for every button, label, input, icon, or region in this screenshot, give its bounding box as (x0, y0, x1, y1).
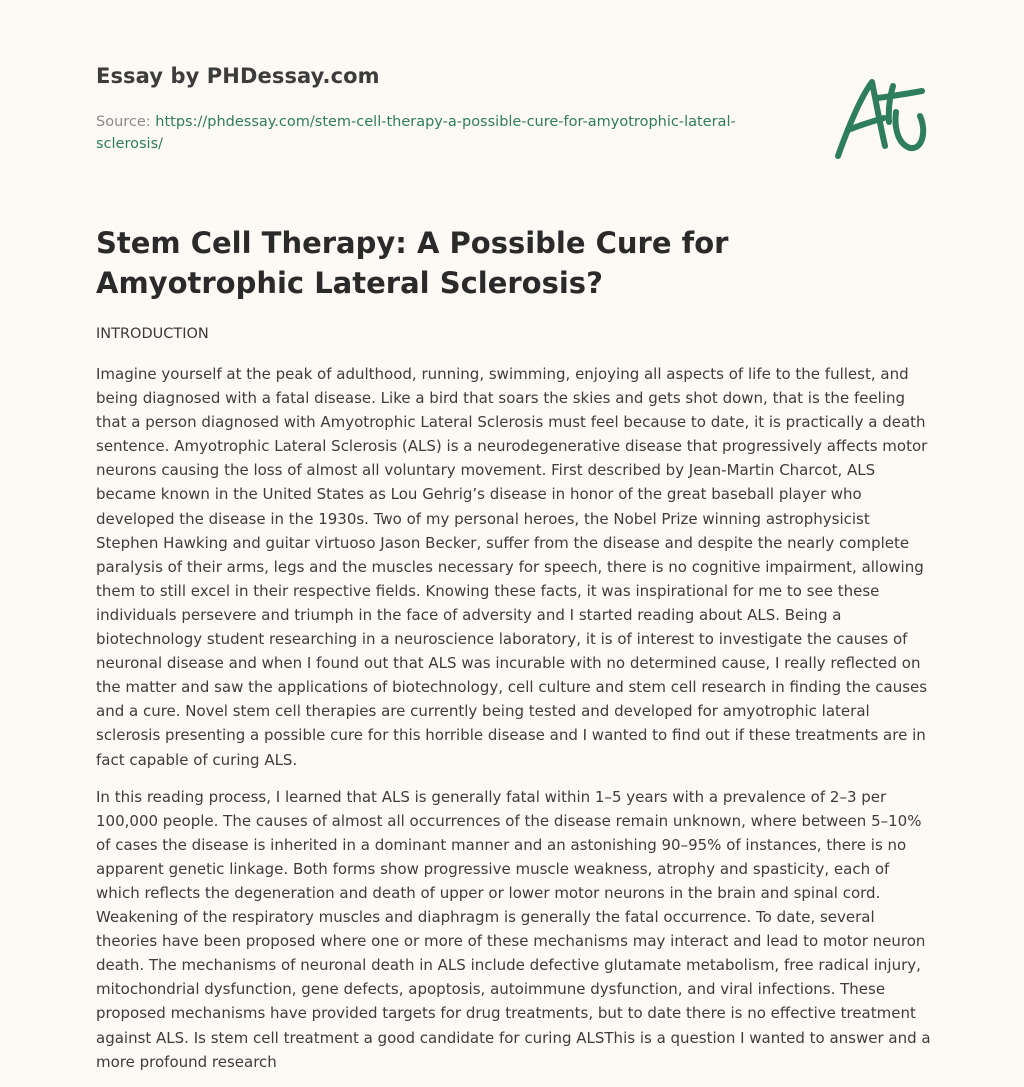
essay-title: Stem Cell Therapy: A Possible Cure for Amyotrophic Lateral Sclerosis? (96, 226, 729, 300)
source-line (96, 111, 786, 155)
essay-body (96, 362, 932, 1087)
page-header (96, 0, 928, 200)
section-heading: INTRODUCTION (96, 326, 209, 342)
source-label: Source: (96, 114, 151, 130)
site-name: Essay by PHDessay.com (96, 64, 380, 88)
source-link[interactable]: https://phdessay.com/stem-cell-therapy-a-possible-cure-for-amyotrophic-lateral-sclerosis/ (96, 114, 736, 152)
essay-paragraph: Imagine yourself at the peak of adulthood, running, swimming, enjoying all aspects of life to the fullest, and being diagnosed with a fatal disease. Like a bird that soars the skies and gets shot down, that is the feeling that a person diagnosed with Amyotrophic Lateral Sclerosis must feel because to date, it is practically a death sentence. Amyotrophic Lateral Sclerosis (ALS) is a neurodegenerative disease that progressively affects motor neurons causing the loss of almost all voluntary movement. First described by Jean-Martin Charcot, ALS became known in the United States as Lou Gehrig’s disease in honor of the great baseball player who developed the disease in the 1930s. Two of my personal heroes, the Nobel Prize winning astrophysicist Stephen Hawking and guitar virtuoso Jason Becker, suffer from the disease and despite the nearly complete paralysis of their arms, legs and the muscles necessary for speech, there is no cognitive impairment, allowing them to still excel in their respective fields. Knowing these facts, it was inspirational for me to see these individuals persevere and triumph in the face of adversity and I started reading about ALS. Being a biotechnology student researching in a neuroscience laboratory, it is of interest to investigate the causes of neuronal disease and when I found out that ALS was incurable with no determined cause, I really reflected on the matter and saw the applications of biotechnology, cell culture and stem cell research in finding the causes and a cure. Novel stem cell therapies are currently being tested and developed for amyotrophic lateral sclerosis presenting a possible cure for this horrible disease and I wanted to find out if these treatments are in fact capable of curing ALS. (96, 365, 928, 769)
a-plus-logo-icon (830, 68, 930, 164)
essay-paragraph: In this reading process, I learned that ALS is generally fatal within 1–5 years with a prevalence of 2–3 per 100,000 people. The causes of almost all occurrences of the disease remain unknown, where between 5–10% of cases the disease is inherited in a dominant manner and an astonishing 90–95% of instances, there is no apparent genetic linkage. Both forms show progressive muscle weakness, atrophy and spasticity, each of which reflects the degeneration and death of upper or lower motor neurons in the brain and spinal cord. Weakening of the respiratory muscles and diaphragm is generally the fatal occurrence. To date, several theories have been proposed where one or more of these mechanisms may interact and lead to motor neuron death. The mechanisms of neuronal death in ALS include defective glutamate metabolism, free radical injury, mitochondrial dysfunction, gene defects, apoptosis, autoimmune dysfunction, and viral infections. These proposed mechanisms have provided targets for drug treatments, but to date there is no effective treatment against ALS. Is stem cell treatment a good candidate for curing ALSThis is a question I wanted to answer and a more profound research (96, 787, 931, 1071)
